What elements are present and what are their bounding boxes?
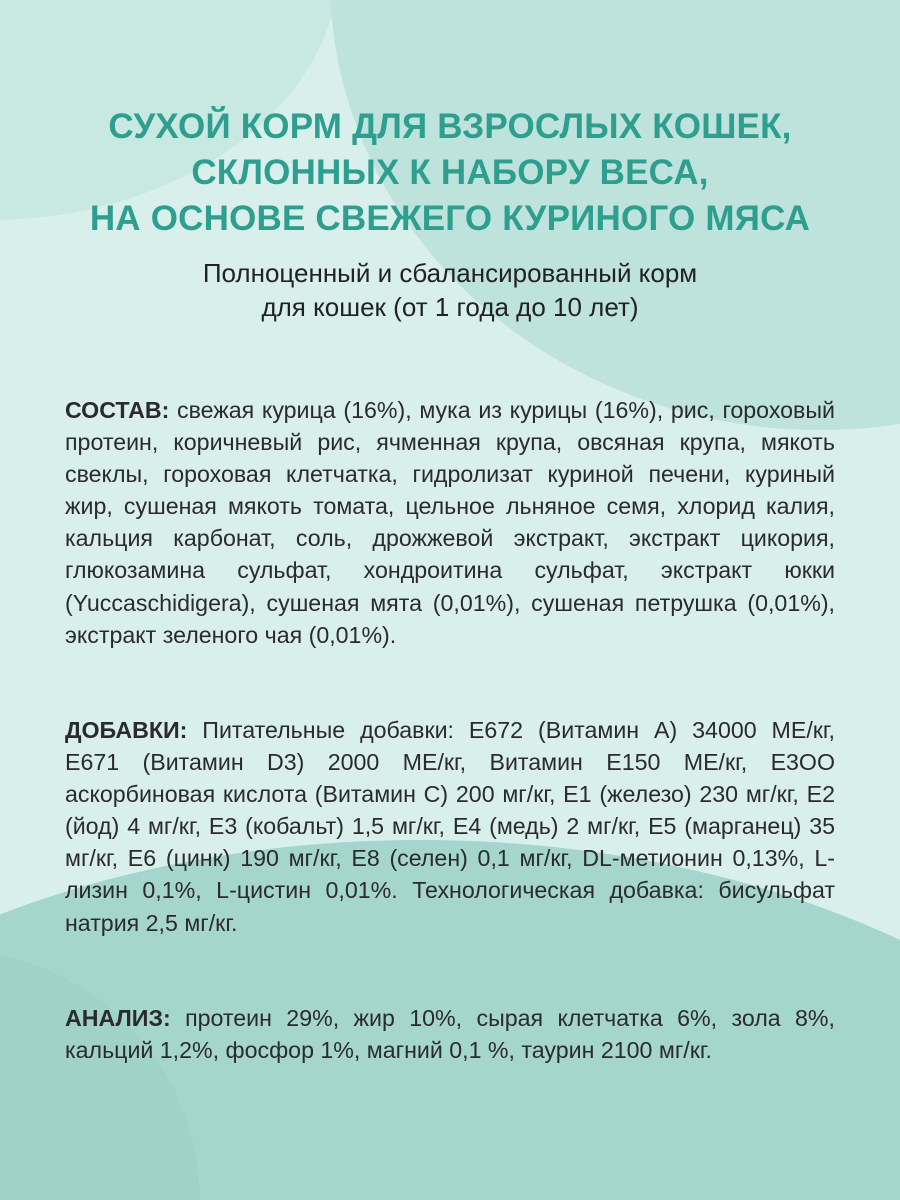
subtitle-line: для кошек (от 1 года до 10 лет) xyxy=(261,292,639,322)
composition-section xyxy=(65,394,835,651)
analysis-label: АНАЛИЗ: xyxy=(65,1005,171,1031)
subtitle-line: Полноценный и сбалансированный корм xyxy=(202,258,698,288)
composition-text: свежая курица (16%), мука из курицы (16%), рис, гороховый протеин, коричневый рис, ячменная крупа, овсяная крупа, мякоть свеклы, гороховая клетчатка, гидролизат куриной печени, куриный жир, сушеная мякоть томата, цельное льняное семя, хлорид калия, кальция карбонат, соль, дрожжевой экстракт, экстракт цикория, глюкозамина сульфат, хондроитина сульфат, экстракт юкки (Yuccaschidigera), сушеная мята (0,01%), сушеная петрушка (0,01%), экстракт зеленого чая (0,01%). xyxy=(65,397,835,648)
additives-text: Питательные добавки: Е672 (Витамин А) 34000 МЕ/кг, Е671 (Витамин D3) 2000 МЕ/кг, Витамин Е150 МЕ/кг, Е3ОО аскорбиновая кислота (Витамин С) 200 мг/кг, Е1 (железо) 230 мг/кг, Е2 (йод) 4 мг/кг, Е3 (кобальт) 1,5 мг/кг, Е4 (медь) 2 мг/кг, Е5 (марганец) 35 мг/кг, Е6 (цинк) 190 мг/кг, Е8 (селен) 0,1 мг/кг, DL-метионин 0,13%, L-лизин 0,1%, L-цистин 0,01%. Технологическая добавка: бисульфат натрия 2,5 мг/кг. xyxy=(65,717,835,936)
composition-label: СОСТАВ: xyxy=(65,397,170,423)
product-subtitle xyxy=(0,256,900,324)
product-headline xyxy=(0,104,900,242)
headline-line: СУХОЙ КОРМ ДЛЯ ВЗРОСЛЫХ КОШЕК, xyxy=(108,107,792,146)
headline-line: СКЛОННЫХ К НАБОРУ ВЕСА, xyxy=(191,153,709,192)
analysis-text: протеин 29%, жир 10%, сырая клетчатка 6%, зола 8%, кальций 1,2%, фосфор 1%, магний 0,1 %, таурин 2100 мг/кг. xyxy=(65,1005,835,1064)
headline-line: НА ОСНОВЕ СВЕЖЕГО КУРИНОГО МЯСА xyxy=(89,199,811,238)
additives-label: ДОБАВКИ: xyxy=(65,717,188,743)
analysis-section xyxy=(65,1002,835,1066)
additives-section xyxy=(65,714,835,939)
